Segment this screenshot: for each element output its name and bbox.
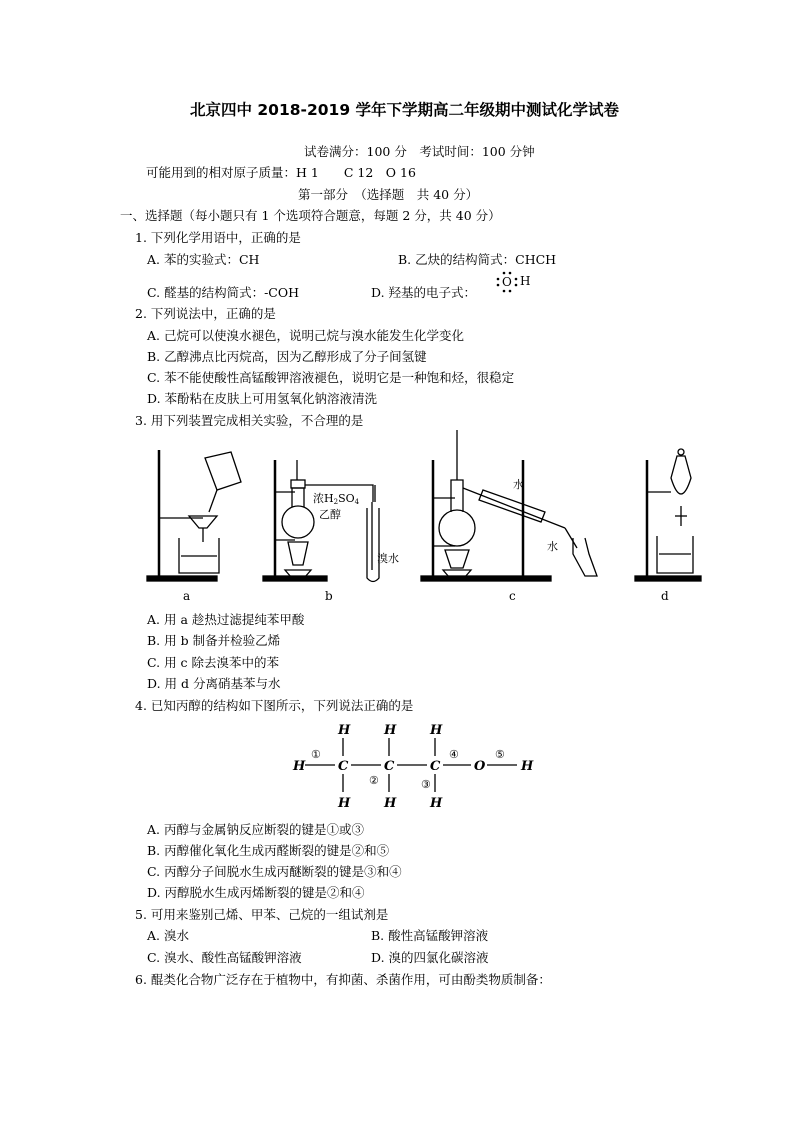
atom-h-bottom-2: H (384, 796, 397, 811)
bond-number-4: ④ (449, 748, 459, 761)
question-3-option-b: B. 用 b 制备并检验乙烯 (147, 633, 281, 648)
apparatus-a (147, 450, 241, 581)
hydroxyl-electron-formula (494, 268, 534, 296)
atom-h-bottom-1: H (338, 796, 351, 811)
question-2-option-b: B. 乙醇沸点比丙烷高，因为乙醇形成了分子间氢键 (147, 349, 427, 364)
question-1-option-b: B. 乙炔的结构简式：CHCH (398, 252, 557, 267)
question-5-option-b: B. 酸性高锰酸钾溶液 (371, 928, 489, 943)
apparatus-figure (145, 430, 705, 605)
question-2-option-d: D. 苯酚粘在皮肤上可用氢氧化钠溶液清洗 (147, 391, 378, 406)
atom-c2: C (384, 759, 395, 774)
question-4-option-c: C. 丙醇分子间脱水生成丙醚断裂的键是③和④ (147, 864, 402, 879)
question-3-option-c: C. 用 c 除去溴苯中的苯 (147, 655, 280, 670)
electron-formula-oxygen: O (502, 275, 512, 289)
bond-number-2: ② (369, 774, 379, 787)
question-1-option-a: A. 苯的实验式：CH (147, 252, 260, 267)
question-2-option-a: A. 己烷可以使溴水褪色，说明己烷与溴水能发生化学变化 (147, 328, 464, 343)
part-title: 第一部分 （选择题 共 40 分） (298, 187, 479, 202)
apparatus-d-label: d (661, 589, 669, 603)
reagent-sulfuric-acid: 浓H2SO4 (313, 492, 360, 506)
question-4-stem: 4. 已知丙醇的结构如下图所示，下列说法正确的是 (135, 698, 414, 713)
atom-h-top-2: H (384, 723, 397, 738)
question-5-stem: 5. 可用来鉴别己烯、甲苯、己烷的一组试剂是 (135, 907, 389, 922)
bond-number-5: ⑤ (495, 748, 505, 761)
water-inlet-label: 水 (513, 478, 524, 491)
question-2-stem: 2. 下列说法中，正确的是 (135, 306, 276, 321)
reagent-bromine-water: 溴水 (377, 552, 399, 565)
question-1-stem: 1. 下列化学用语中，正确的是 (135, 230, 301, 245)
question-3-option-a: A. 用 a 趁热过滤提纯苯甲酸 (147, 612, 305, 627)
propanol-structure (285, 718, 555, 818)
atom-h-left: H (293, 759, 306, 774)
bond-number-3: ③ (421, 778, 431, 791)
question-3-stem: 3. 用下列装置完成相关实验，不合理的是 (135, 413, 364, 428)
question-4-option-b: B. 丙醇催化氧化生成丙醛断裂的键是②和⑤ (147, 843, 390, 858)
question-2-option-c: C. 苯不能使酸性高锰酸钾溶液褪色，说明它是一种饱和烃，很稳定 (147, 370, 515, 385)
electron-formula-hydrogen: H (520, 274, 531, 288)
apparatus-d (635, 449, 701, 581)
question-4-option-d: D. 丙醇脱水生成丙烯断裂的键是②和④ (147, 885, 365, 900)
apparatus-b-label: b (325, 589, 333, 603)
atom-h-top-1: H (338, 723, 351, 738)
section-title: 一、选择题（每小题只有 1 个选项符合题意，每题 2 分，共 40 分） (120, 208, 501, 223)
score-info: 试卷满分：100 分 考试时间：100 分钟 (304, 144, 535, 159)
page-title: 北京四中 2018-2019 学年下学期高二年级期中测试化学试卷 (190, 101, 620, 119)
water-outlet-label: 水 (547, 540, 558, 553)
question-1-option-d: D. 羟基的电子式： (371, 285, 477, 300)
question-5-option-c: C. 溴水、酸性高锰酸钾溶液 (147, 950, 302, 965)
apparatus-c-label: c (509, 589, 516, 603)
atom-o: O (474, 759, 486, 774)
reagent-ethanol: 乙醇 (319, 508, 341, 521)
apparatus-a-label: a (183, 589, 191, 603)
atom-c1: C (338, 759, 349, 774)
question-1-option-c: C. 醛基的结构简式：-COH (147, 285, 300, 300)
bond-number-1: ① (311, 748, 321, 761)
question-5-option-d: D. 溴的四氯化碳溶液 (371, 950, 489, 965)
atom-h-right: H (521, 759, 534, 774)
question-4-option-a: A. 丙醇与金属钠反应断裂的键是①或③ (147, 822, 364, 837)
atom-h-top-3: H (430, 723, 443, 738)
question-3-option-d: D. 用 d 分离硝基苯与水 (147, 676, 281, 691)
atom-h-bottom-3: H (430, 796, 443, 811)
question-5-option-a: A. 溴水 (147, 928, 189, 943)
atom-c3: C (430, 759, 441, 774)
question-6-stem: 6. 醌类化合物广泛存在于植物中，有抑菌、杀菌作用，可由酚类物质制备： (135, 972, 551, 987)
atomic-mass-info: 可能用到的相对原子质量：H 1 C 12 O 16 (146, 165, 416, 180)
apparatus-c (421, 430, 597, 581)
